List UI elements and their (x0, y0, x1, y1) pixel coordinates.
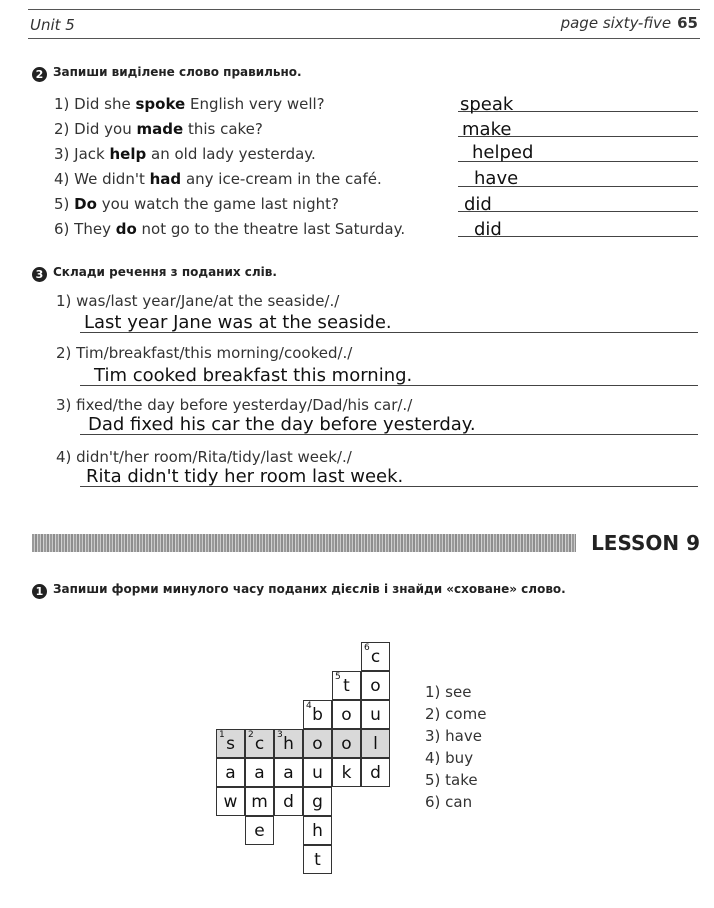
item-number: 6) (54, 220, 75, 238)
answer-text[interactable]: Tim cooked breakfast this morning. (94, 365, 413, 386)
task1-number: 1 (32, 584, 47, 599)
cell-letter: c (254, 734, 265, 754)
item-text-before: Did you (74, 120, 137, 138)
task2-item (54, 170, 382, 188)
header-bottom-rule (28, 38, 700, 39)
clue-number: 2 (248, 730, 254, 740)
cell-letter: d (370, 763, 381, 783)
cell-letter: h (312, 821, 323, 841)
crossword-cell[interactable] (303, 816, 332, 845)
task3-prompt: 3) fixed/the day before yesterday/Dad/his car/./ (56, 396, 413, 414)
task1-title: Запиши форми минулого часу поданих дієслів і знайди «сховане» слово. (53, 582, 566, 596)
crossword-cell[interactable] (332, 758, 361, 787)
task2-item (54, 95, 325, 113)
item-text-after: this cake? (183, 120, 263, 138)
cell-letter: l (373, 734, 378, 754)
verb-item: 2) come (425, 705, 487, 723)
crossword-cell[interactable] (216, 758, 245, 787)
crossword-cell[interactable] (361, 729, 390, 758)
crossword-cell[interactable] (216, 729, 245, 758)
crossword-cell[interactable] (332, 700, 361, 729)
answer-text[interactable]: speak (460, 94, 514, 115)
item-text-after: any ice-cream in the café. (181, 170, 382, 188)
verb-item: 4) buy (425, 749, 474, 767)
cell-letter: g (312, 792, 323, 812)
cell-letter: o (370, 676, 381, 696)
answer-text[interactable]: did (464, 194, 492, 215)
cell-letter: o (341, 705, 352, 725)
lesson-title: LESSON 9 (591, 531, 700, 555)
clue-number: 5 (335, 672, 341, 682)
cell-letter: s (226, 734, 235, 754)
item-bold-word: Do (74, 195, 97, 213)
unit-label: Unit 5 (30, 16, 75, 34)
item-bold-word: spoke (135, 95, 186, 113)
page-number: 65 (677, 14, 698, 32)
crossword-cell[interactable] (303, 787, 332, 816)
crossword-cell[interactable] (361, 758, 390, 787)
cell-letter: u (370, 705, 381, 725)
item-text-after: English very well? (185, 95, 325, 113)
crossword-cell[interactable] (245, 758, 274, 787)
crossword-cell[interactable] (274, 787, 303, 816)
task3-prompt: 2) Tim/breakfast/this morning/cooked/./ (56, 344, 353, 362)
crossword-cell[interactable] (245, 816, 274, 845)
task2-item (54, 220, 405, 238)
cell-letter: m (251, 792, 268, 812)
task2-item (54, 195, 339, 213)
answer-text[interactable]: make (462, 119, 512, 140)
crossword-cell[interactable] (274, 729, 303, 758)
item-number: 2) (54, 120, 75, 138)
item-bold-word: made (136, 120, 184, 138)
cell-letter: t (343, 676, 350, 696)
item-number: 5) (54, 195, 75, 213)
crossword-cell[interactable] (245, 729, 274, 758)
item-number: 1) (54, 95, 75, 113)
crossword-cell[interactable] (361, 642, 390, 671)
task3-number: 3 (32, 267, 47, 282)
task2-title: Запиши виділене слово правильно. (53, 65, 302, 79)
crossword-cell[interactable] (332, 671, 361, 700)
clue-number: 4 (306, 701, 312, 711)
task3-heading (32, 265, 277, 282)
clue-number: 6 (364, 643, 370, 653)
task3-title: Склади речення з поданих слів. (53, 265, 277, 279)
cell-letter: c (370, 647, 381, 667)
crossword-cell[interactable] (332, 729, 361, 758)
task2-heading (32, 65, 302, 82)
cell-letter: o (312, 734, 323, 754)
item-text-before: They (74, 220, 116, 238)
cell-letter: w (223, 792, 238, 812)
verb-item: 1) see (425, 683, 472, 701)
crossword-cell[interactable] (216, 787, 245, 816)
header-top-rule (28, 9, 700, 10)
cell-letter: e (254, 821, 265, 841)
cell-letter: a (283, 763, 294, 783)
item-number: 4) (54, 170, 75, 188)
item-text-after: you watch the game last night? (96, 195, 339, 213)
cell-letter: h (283, 734, 294, 754)
crossword-cell[interactable] (361, 700, 390, 729)
page-label (561, 14, 698, 32)
task2-item (54, 145, 316, 163)
item-text-before: Jack (74, 145, 110, 163)
answer-text[interactable]: Dad fixed his car the day before yesterday. (88, 414, 476, 435)
answer-text[interactable]: Last year Jane was at the seaside. (84, 312, 392, 333)
crossword-cell[interactable] (245, 787, 274, 816)
crossword-cell[interactable] (303, 700, 332, 729)
crossword-cell[interactable] (361, 671, 390, 700)
cell-letter: o (341, 734, 352, 754)
crossword-cell[interactable] (274, 758, 303, 787)
item-text-before: Did she (74, 95, 136, 113)
answer-text[interactable]: Rita didn't tidy her room last week. (86, 466, 404, 487)
cell-letter: k (341, 763, 352, 783)
cell-letter: a (254, 763, 265, 783)
crossword-cell[interactable] (303, 845, 332, 874)
item-number: 3) (54, 145, 75, 163)
task3-prompt: 4) didn't/her room/Rita/tidy/last week/./ (56, 448, 352, 466)
task3-prompt: 1) was/last year/Jane/at the seaside/./ (56, 292, 340, 310)
item-text-after: not go to the theatre last Saturday. (136, 220, 406, 238)
verb-item: 5) take (425, 771, 478, 789)
cell-letter: t (314, 850, 321, 870)
answer-line (458, 211, 698, 212)
item-bold-word: do (115, 220, 137, 238)
verb-item: 6) can (425, 793, 473, 811)
cell-letter: d (283, 792, 294, 812)
crossword-cell[interactable] (303, 758, 332, 787)
clue-number: 3 (277, 730, 283, 740)
page-text: page sixty-five (560, 14, 672, 32)
answer-text[interactable]: did (474, 219, 502, 240)
crossword-cell[interactable] (303, 729, 332, 758)
item-text-before: We didn't (74, 170, 150, 188)
item-text-after: an old lady yesterday. (146, 145, 316, 163)
cell-letter: b (312, 705, 323, 725)
task1-heading (32, 582, 566, 599)
cell-letter: a (225, 763, 236, 783)
task2-item (54, 120, 263, 138)
task2-number: 2 (32, 67, 47, 82)
cell-letter: u (312, 763, 323, 783)
answer-text[interactable]: have (474, 168, 519, 189)
clue-number: 1 (219, 730, 225, 740)
verb-item: 3) have (425, 727, 482, 745)
answer-text[interactable]: helped (472, 142, 534, 163)
item-bold-word: had (149, 170, 182, 188)
lesson-divider-bar (32, 534, 576, 552)
item-bold-word: help (109, 145, 147, 163)
